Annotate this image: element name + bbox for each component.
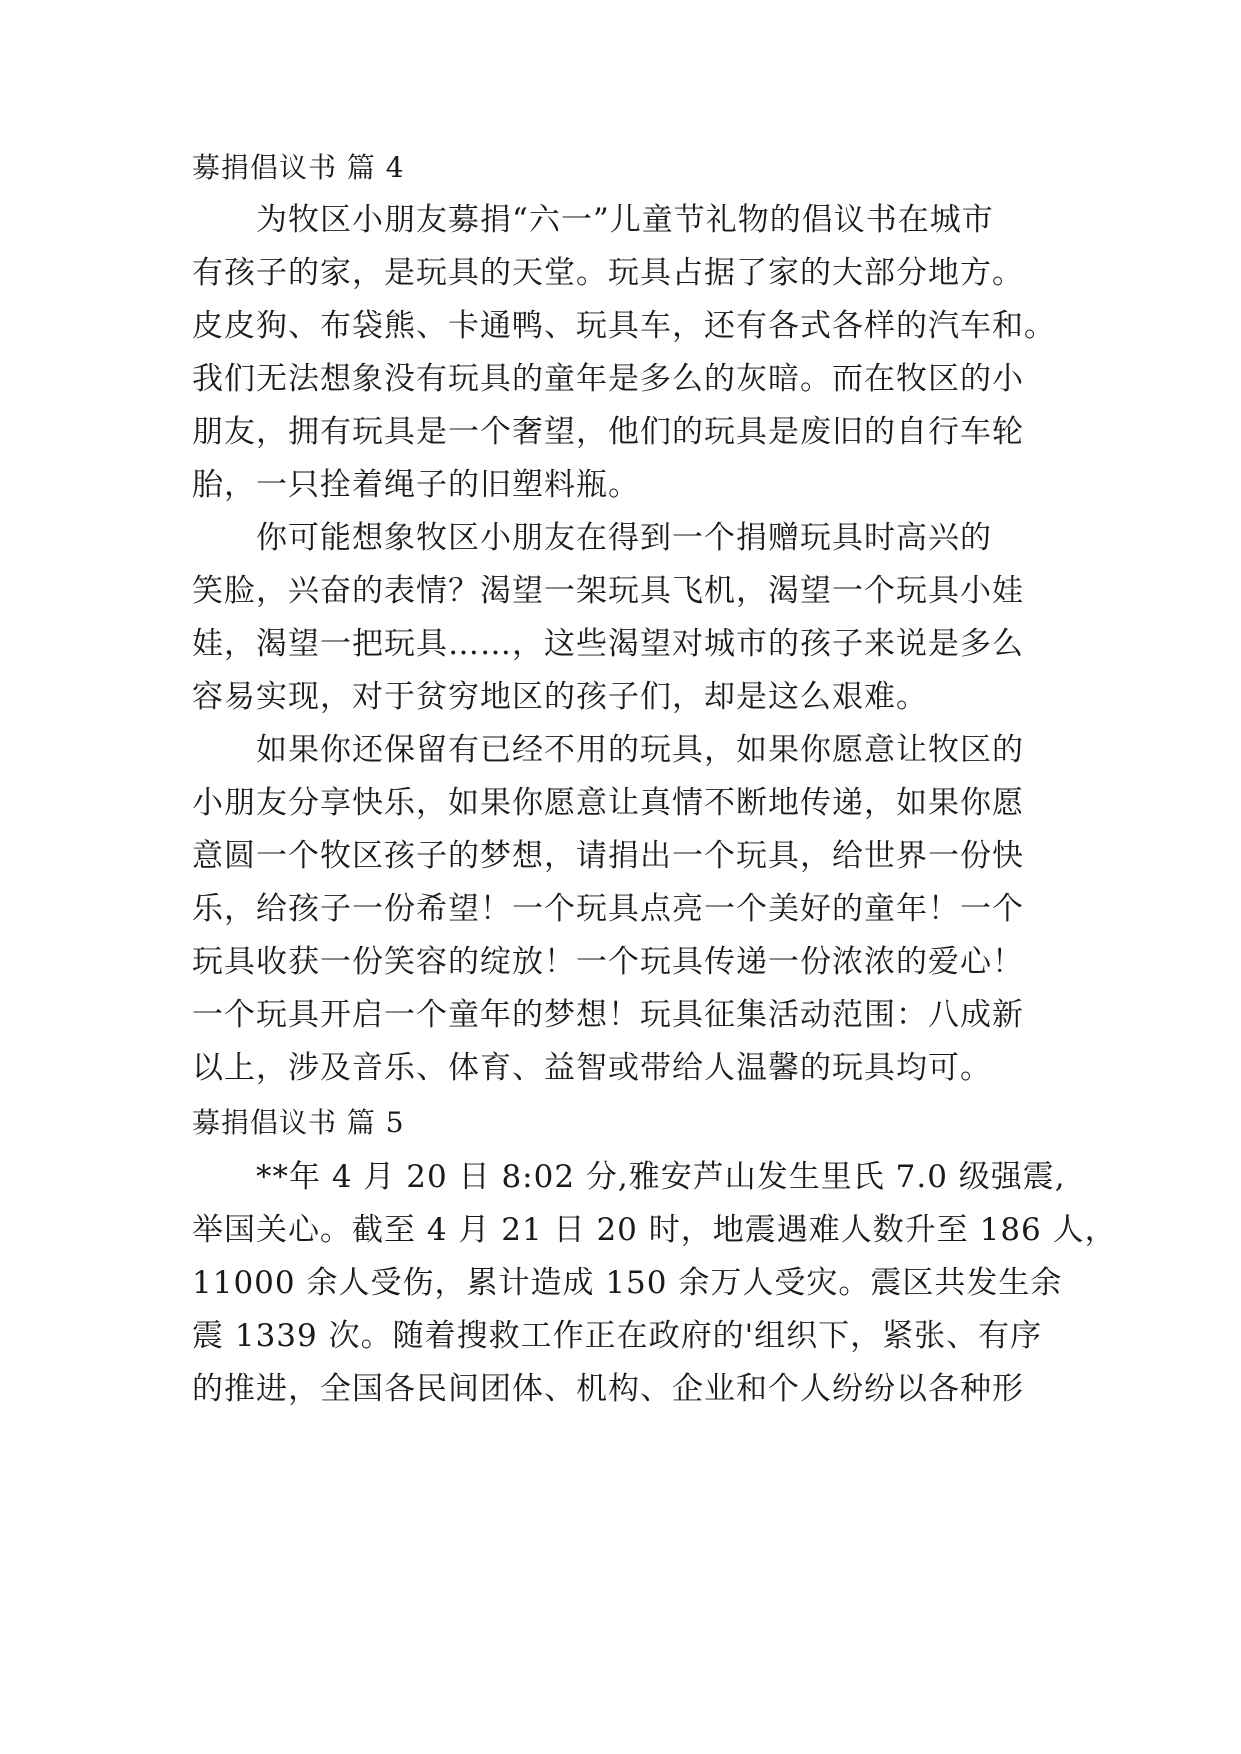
paragraph-line: 我们无法想象没有玩具的童年是多么的灰暗。而在牧区的小 <box>192 361 1024 397</box>
section-heading: 募捐倡议书 篇 5 <box>192 1106 405 1139</box>
paragraph-line: 一个玩具开启一个童年的梦想！玩具征集活动范围：八成新 <box>192 997 1024 1033</box>
paragraph-line: **年 4 月 20 日 8:02 分,雅安芦山发生里氏 7.0 级强震, <box>256 1159 1066 1195</box>
paragraph-line: 笑脸，兴奋的表情？渴望一架玩具飞机，渴望一个玩具小娃 <box>192 573 1024 609</box>
paragraph-line: 皮皮狗、布袋熊、卡通鸭、玩具车，还有各式各样的汽车和。 <box>192 308 1056 344</box>
paragraph-line: 震 1339 次。随着搜救工作正在政府的'组织下，紧张、有序 <box>192 1318 1043 1354</box>
paragraph-line: 意圆一个牧区孩子的梦想，请捐出一个玩具，给世界一份快 <box>192 838 1024 874</box>
paragraph-line: 朋友，拥有玩具是一个奢望，他们的玩具是废旧的自行车轮 <box>192 414 1024 450</box>
paragraph-line: 乐，给孩子一份希望！一个玩具点亮一个美好的童年！一个 <box>192 891 1024 927</box>
paragraph-line: 玩具收获一份笑容的绽放！一个玩具传递一份浓浓的爱心！ <box>192 944 1024 980</box>
paragraph-line: 容易实现，对于贫穷地区的孩子们，却是这么艰难。 <box>192 679 928 715</box>
paragraph-line: 你可能想象牧区小朋友在得到一个捐赠玩具时高兴的 <box>256 520 992 556</box>
paragraph-line: 11000 余人受伤，累计造成 150 余万人受灾。震区共发生余 <box>192 1265 1063 1301</box>
paragraph-line: 的推进，全国各民间团体、机构、企业和个人纷纷以各种形 <box>192 1371 1024 1407</box>
paragraph-line: 以上，涉及音乐、体育、益智或带给人温馨的玩具均可。 <box>192 1050 992 1086</box>
paragraph-line: 娃，渴望一把玩具……，这些渴望对城市的孩子来说是多么 <box>192 626 1024 662</box>
section-heading: 募捐倡议书 篇 4 <box>192 151 405 184</box>
paragraph-line: 举国关心。截至 4 月 21 日 20 时，地震遇难人数升至 186 人， <box>192 1212 1117 1248</box>
paragraph-line: 如果你还保留有已经不用的玩具，如果你愿意让牧区的 <box>256 732 1024 768</box>
paragraph-line: 胎，一只拴着绳子的旧塑料瓶。 <box>192 467 640 503</box>
paragraph-line: 小朋友分享快乐，如果你愿意让真情不断地传递，如果你愿 <box>192 785 1024 821</box>
paragraph-line: 为牧区小朋友募捐“六一”儿童节礼物的倡议书在城市 <box>256 202 994 238</box>
paragraph-line: 有孩子的家，是玩具的天堂。玩具占据了家的大部分地方。 <box>192 255 1024 291</box>
